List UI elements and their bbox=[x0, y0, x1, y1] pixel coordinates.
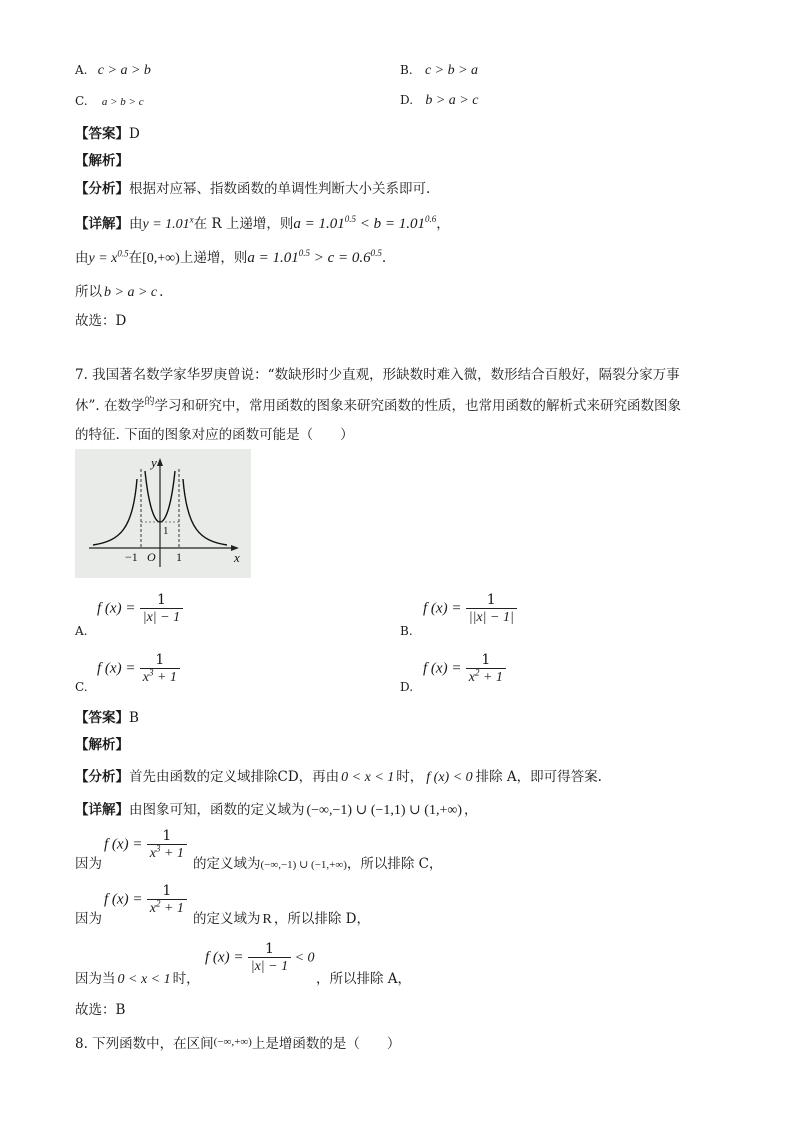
numerator: 1 bbox=[264, 941, 274, 957]
superscript-char: 的 bbox=[144, 396, 155, 408]
text: 在 R 上递增，则 bbox=[193, 216, 294, 232]
q7-detail-line2-rest bbox=[193, 852, 443, 872]
y-axis-label: y bbox=[151, 455, 157, 470]
text: 上递增，则 bbox=[179, 250, 248, 266]
q7-detail-line3 bbox=[75, 907, 102, 927]
q7-option-b-formula bbox=[423, 592, 517, 626]
option-expr: c > b > a bbox=[424, 63, 479, 78]
q6-analysis-heading: 【解析】 bbox=[75, 153, 129, 169]
fraction bbox=[147, 883, 187, 917]
text: 休”. 在数学 bbox=[75, 398, 145, 414]
option-expr: c > a > b bbox=[97, 63, 151, 78]
denominator: |x| − 1 bbox=[140, 608, 183, 626]
q7-option-a-formula bbox=[97, 592, 183, 626]
q7-option-c-formula bbox=[97, 652, 180, 686]
answer-value: D bbox=[129, 126, 140, 142]
fraction bbox=[147, 828, 187, 862]
q6-fenxi bbox=[75, 177, 430, 197]
option-label: D. bbox=[400, 93, 414, 107]
q7-choice: 故选：B bbox=[75, 1002, 126, 1018]
q7-detail-line4 bbox=[75, 967, 200, 988]
math-ineq: b > a > c bbox=[104, 285, 158, 300]
q7-analysis-heading: 【解析】 bbox=[75, 737, 129, 753]
text: 在 bbox=[128, 250, 143, 266]
q7-option-a-label: A. bbox=[75, 624, 88, 638]
math-cond: 0 < x < 1 bbox=[117, 972, 171, 987]
tick-label-one: 1 bbox=[176, 550, 182, 564]
text: 上是增函数的是（ ） bbox=[251, 1036, 401, 1052]
q7-detail-line4-rest: ，所以排除 A， bbox=[316, 971, 412, 987]
math-ineq bbox=[247, 250, 382, 266]
den-tail: + 1 bbox=[160, 846, 184, 861]
function-lhs: f (x) = bbox=[104, 891, 143, 908]
option-expr: a > b > c bbox=[101, 96, 144, 108]
option-label: A. bbox=[75, 63, 88, 77]
denominator bbox=[466, 668, 506, 686]
function-lhs: f (x) = bbox=[104, 836, 143, 853]
denominator bbox=[147, 844, 187, 862]
text: 时， bbox=[172, 971, 200, 987]
den-exp: 2 bbox=[155, 898, 161, 909]
math-ineq bbox=[293, 216, 436, 232]
numerator: 1 bbox=[156, 592, 166, 608]
q6-option-b bbox=[400, 62, 478, 79]
text: ， bbox=[436, 216, 450, 232]
math-base: a = 1.01 bbox=[247, 250, 299, 266]
q7-answer bbox=[75, 706, 139, 726]
answer-value: B bbox=[129, 710, 139, 726]
fenxi-tag: 【分析】 bbox=[75, 181, 129, 197]
math-cond: 0 < x < 1 bbox=[341, 770, 395, 785]
option-label: C. bbox=[75, 94, 88, 108]
q6-choice: 故选：D bbox=[75, 313, 127, 329]
math-func bbox=[142, 214, 194, 232]
fenxi-text: 根据对应幂、指数函数的单调性判断大小关系即可. bbox=[129, 181, 431, 197]
answer-tag: 【答案】 bbox=[75, 126, 129, 142]
q7-detail-line4-formula bbox=[205, 941, 315, 975]
math-domain: (−∞,−1) ∪ (−1,1) ∪ (1,+∞) bbox=[306, 803, 462, 818]
text: 排除 A，即可得答案. bbox=[475, 769, 602, 785]
q7-detail-line3-formula bbox=[104, 883, 187, 917]
text: . bbox=[159, 284, 164, 300]
q7-option-c-label: C. bbox=[75, 680, 88, 694]
text: 因为 bbox=[75, 856, 102, 872]
math-base: y = x bbox=[88, 251, 118, 266]
option-expr: b > a > c bbox=[425, 93, 479, 108]
text: ， bbox=[463, 802, 478, 818]
math-domain: (−∞,−1) ∪ (−1,+∞) bbox=[260, 859, 347, 871]
text: 时， bbox=[396, 769, 424, 785]
q7-detail-line2-formula bbox=[104, 828, 187, 862]
den-base: x bbox=[142, 670, 149, 685]
fraction bbox=[466, 652, 506, 686]
math-interval: [0,+∞) bbox=[142, 251, 180, 266]
den-tail: + 1 bbox=[153, 670, 177, 685]
q7-detail-line3-rest bbox=[193, 907, 370, 928]
numerator: 1 bbox=[486, 592, 496, 608]
tick-label-neg-one: −1 bbox=[125, 550, 138, 564]
math-base: > c = 0.6 bbox=[309, 250, 371, 266]
q6-detail-line3 bbox=[75, 280, 163, 301]
curve-right-branch bbox=[183, 479, 227, 545]
math-base: y = 1.01 bbox=[142, 217, 190, 232]
q8-stem bbox=[75, 1032, 400, 1052]
text: 所以 bbox=[75, 284, 102, 300]
curve-left-branch bbox=[93, 479, 137, 545]
function-graph bbox=[75, 449, 251, 578]
math-exp: x bbox=[189, 214, 194, 225]
math-interval: (−∞,+∞) bbox=[213, 1036, 252, 1048]
function-lhs: f (x) = bbox=[423, 660, 462, 677]
math-exp: 0.5 bbox=[298, 248, 310, 258]
text: 的定义域为 bbox=[193, 856, 261, 872]
math-exp: 0.5 bbox=[344, 214, 357, 224]
den-tail: + 1 bbox=[160, 901, 184, 916]
q6-option-d bbox=[400, 92, 478, 109]
den-base: x bbox=[149, 846, 156, 861]
math-exp: 0.5 bbox=[117, 248, 129, 259]
den-exp: 2 bbox=[474, 667, 480, 678]
origin-label: O bbox=[147, 550, 156, 564]
x-axis-label: x bbox=[234, 550, 240, 565]
text: ，所以排除 C， bbox=[346, 856, 443, 872]
math-base: a = 1.01 bbox=[293, 216, 345, 232]
math-ineq: f (x) < 0 bbox=[426, 770, 473, 785]
q7-fenxi bbox=[75, 765, 602, 786]
denominator bbox=[147, 899, 187, 917]
text: 因为 bbox=[75, 911, 102, 927]
den-exp: 3 bbox=[155, 843, 161, 854]
math-domain: R bbox=[262, 912, 272, 927]
denominator: ||x| − 1| bbox=[466, 608, 517, 626]
option-label: B. bbox=[400, 63, 413, 77]
text: 由 bbox=[129, 216, 143, 232]
fraction bbox=[140, 652, 180, 686]
detail-tag: 【详解】 bbox=[75, 802, 129, 818]
q7-stem-line3: 的特征. 下面的图象对应的函数可能是（ ） bbox=[75, 427, 354, 443]
text: ，所以排除 D， bbox=[273, 911, 370, 927]
answer-tag: 【答案】 bbox=[75, 710, 129, 726]
den-base: x bbox=[149, 901, 156, 916]
q7-option-d-label: D. bbox=[400, 680, 414, 694]
text: 首先由函数的定义域排除CD，再由 bbox=[129, 769, 340, 785]
function-lhs: f (x) = bbox=[97, 660, 136, 677]
den-base: x bbox=[468, 670, 475, 685]
q7-stem-line1: 7. 我国著名数学家华罗庚曾说：“数缺形时少直观，形缺数时难入微，数形结合百般好，隔裂分家万事 bbox=[75, 367, 680, 383]
math-exp: 0.6 bbox=[425, 214, 437, 224]
fraction bbox=[140, 592, 183, 626]
function-lhs: f (x) = bbox=[423, 600, 462, 617]
fenxi-tag: 【分析】 bbox=[75, 769, 129, 785]
q7-detail-line2 bbox=[75, 852, 102, 872]
den-tail: + 1 bbox=[479, 670, 503, 685]
q7-option-b-label: B. bbox=[400, 624, 413, 638]
text: 学习和研究中，常用函数的图象来研究函数的性质，也常用函数的解析式来研究函数图象 bbox=[154, 398, 681, 414]
q6-detail-line2 bbox=[75, 246, 386, 267]
q6-answer bbox=[75, 122, 140, 142]
math-ineq: < 0 bbox=[291, 950, 315, 966]
text: 由图象可知，函数的定义域为 bbox=[129, 802, 305, 818]
y-axis-arrow bbox=[157, 458, 163, 466]
denominator: |x| − 1 bbox=[248, 957, 291, 975]
q6-option-c bbox=[75, 93, 144, 109]
numerator: 1 bbox=[162, 883, 172, 899]
fraction bbox=[466, 592, 517, 626]
text: 因为当 bbox=[75, 971, 116, 987]
function-lhs: f (x) = bbox=[97, 600, 136, 617]
y-tick-label-one: 1 bbox=[163, 525, 169, 537]
den-exp: 3 bbox=[148, 667, 154, 678]
text: . bbox=[381, 250, 387, 266]
q7-detail-line1 bbox=[75, 798, 477, 819]
numerator: 1 bbox=[155, 652, 165, 668]
q7-option-d-formula bbox=[423, 652, 506, 686]
detail-tag: 【详解】 bbox=[75, 216, 129, 232]
numerator: 1 bbox=[481, 652, 491, 668]
numerator: 1 bbox=[162, 828, 172, 844]
q7-stem-line2 bbox=[75, 394, 681, 414]
q6-option-a bbox=[75, 62, 151, 79]
math-exp: 0.5 bbox=[370, 248, 382, 258]
text: 的定义域为 bbox=[193, 911, 261, 927]
q6-detail-line1 bbox=[75, 212, 450, 233]
denominator bbox=[140, 668, 180, 686]
text: 由 bbox=[75, 250, 89, 266]
fraction bbox=[248, 941, 291, 975]
function-lhs: f (x) = bbox=[205, 949, 244, 966]
math-func bbox=[88, 248, 129, 266]
math-base: < b = 1.01 bbox=[356, 216, 426, 232]
text: 8. 下列函数中，在区间 bbox=[75, 1036, 214, 1052]
function-graph-svg bbox=[75, 449, 251, 578]
